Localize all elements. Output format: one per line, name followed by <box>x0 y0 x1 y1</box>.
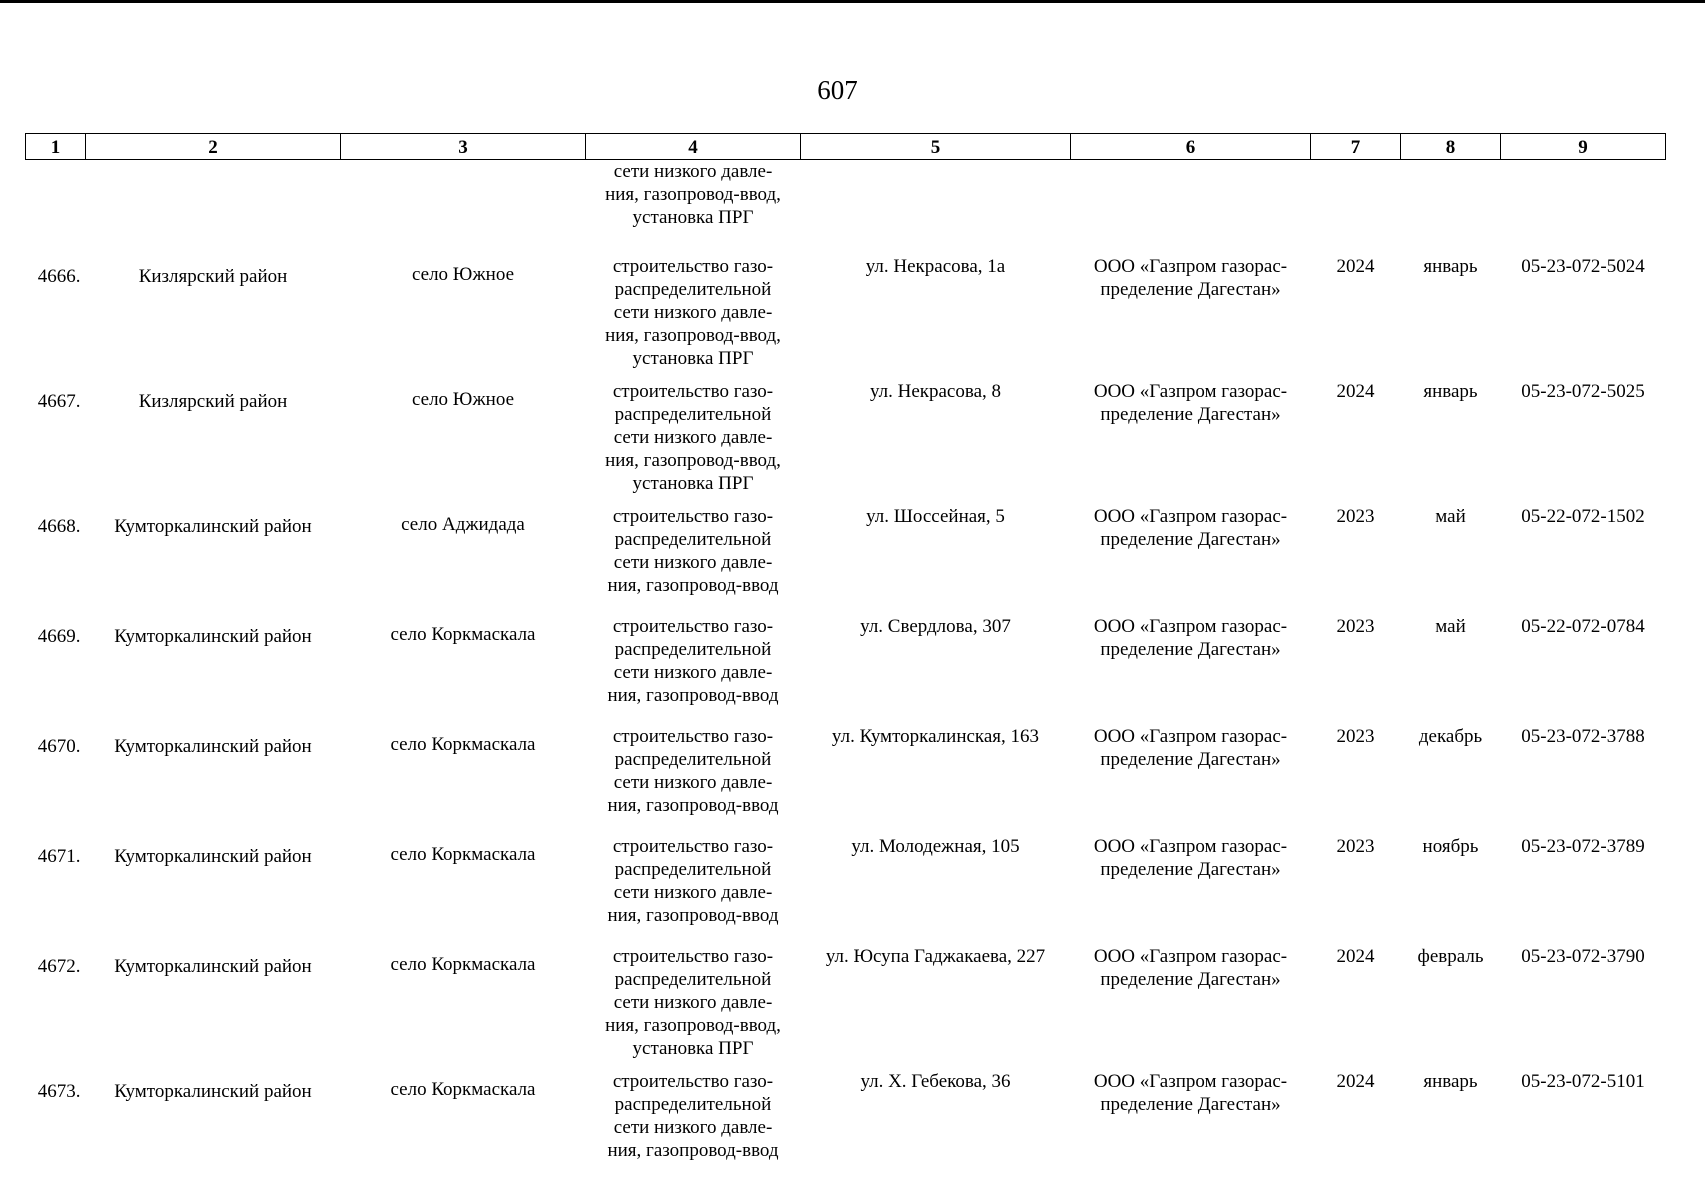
organization-cell: ООО «Газпром газорас- пределение Дагестан» <box>1093 256 1288 300</box>
district-cell: Кумторкалинский район <box>114 1081 312 1102</box>
settlement-cell: село Аджидада <box>401 514 525 535</box>
settlement-cell: село Коркмаскала <box>390 844 536 865</box>
address-cell: ул. Юсупа Гаджакаева, 227 <box>825 946 1046 967</box>
district-cell: Кизлярский район <box>138 266 288 287</box>
month-cell: январь <box>1423 1071 1478 1092</box>
code-cell: 05-22-072-1502 <box>1521 506 1645 527</box>
settlement-cell: село Южное <box>411 389 515 410</box>
table-row <box>26 725 1666 835</box>
row-number: 4672. <box>37 956 81 977</box>
work-cell: строительство газо- распределительной сети низкого давле- ния, газопровод-ввод, установка ПРГ <box>605 381 781 494</box>
table-row <box>26 1070 1666 1180</box>
settlement-cell: село Коркмаскала <box>390 1079 536 1100</box>
row-number: 4670. <box>37 736 81 757</box>
year-cell: 2024 <box>1336 381 1375 402</box>
month-cell: январь <box>1423 381 1478 402</box>
code-cell: 05-23-072-3788 <box>1521 726 1645 747</box>
code-cell: 05-23-072-5024 <box>1521 256 1645 277</box>
work-cell: строительство газо- распределительной сети низкого давле- ния, газопровод-ввод <box>607 616 779 706</box>
year-cell: 2023 <box>1336 616 1375 637</box>
row-number: 4671. <box>37 846 81 867</box>
address-cell: ул. Молодежная, 105 <box>851 836 1020 857</box>
table-row <box>26 505 1666 615</box>
top-border-rule <box>0 0 1705 3</box>
col-header-6: 6 <box>1071 134 1311 160</box>
row-number: 4673. <box>37 1081 81 1102</box>
organization-cell: ООО «Газпром газорас- пределение Дагестан» <box>1093 726 1288 770</box>
district-cell: Кумторкалинский район <box>114 736 312 757</box>
address-cell: ул. Шоссейная, 5 <box>866 506 1005 527</box>
month-cell: февраль <box>1417 946 1484 967</box>
month-cell: май <box>1435 506 1466 527</box>
code-cell: 05-23-072-3789 <box>1521 836 1645 857</box>
district-cell: Кумторкалинский район <box>114 516 312 537</box>
work-cell: строительство газо- распределительной сети низкого давле- ния, газопровод-ввод <box>607 506 779 596</box>
organization-cell: ООО «Газпром газорас- пределение Дагестан» <box>1093 1071 1288 1115</box>
col-header-1: 1 <box>26 134 86 160</box>
settlement-cell: село Коркмаскала <box>390 624 536 645</box>
address-cell: ул. Некрасова, 8 <box>869 381 1002 402</box>
work-cell: строительство газо- распределительной сети низкого давле- ния, газопровод-ввод, установка ПРГ <box>605 946 781 1059</box>
year-cell: 2024 <box>1336 946 1375 967</box>
year-cell: 2023 <box>1336 506 1375 527</box>
code-cell: 05-23-072-5101 <box>1521 1071 1645 1092</box>
year-cell: 2024 <box>1336 1071 1375 1092</box>
settlement-cell: село Коркмаскала <box>390 734 536 755</box>
work-cell: строительство газо- распределительной сети низкого давле- ния, газопровод-ввод <box>607 836 779 926</box>
col-header-5: 5 <box>801 134 1071 160</box>
month-cell: январь <box>1423 256 1478 277</box>
table-row <box>26 380 1666 505</box>
organization-cell: ООО «Газпром газорас- пределение Дагестан» <box>1093 616 1288 660</box>
work-cell: строительство газо- распределительной сети низкого давле- ния, газопровод-ввод, установка ПРГ <box>605 256 781 369</box>
row-number: 4668. <box>37 516 81 537</box>
year-cell: 2024 <box>1336 256 1375 277</box>
table-row <box>26 945 1666 1070</box>
work-cell: строительство газо- распределительной сети низкого давле- ния, газопровод-ввод <box>607 726 779 816</box>
code-cell: 05-23-072-5025 <box>1521 381 1645 402</box>
row-number: 4667. <box>37 391 81 412</box>
address-cell: ул. Х. Гебекова, 36 <box>860 1071 1011 1092</box>
col-header-9: 9 <box>1501 134 1666 160</box>
continuation-row <box>26 160 1666 256</box>
month-cell: май <box>1435 616 1466 637</box>
table-row <box>26 835 1666 945</box>
district-cell: Кизлярский район <box>138 391 288 412</box>
work-cell: строительство газо- распределительной сети низкого давле- ния, газопровод-ввод <box>607 1071 779 1161</box>
organization-cell: ООО «Газпром газорас- пределение Дагестан» <box>1093 506 1288 550</box>
month-cell: декабрь <box>1418 726 1483 747</box>
continuation-work: сети низкого давле- ния, газопровод-ввод, установка ПРГ <box>605 161 781 228</box>
table-row <box>26 255 1666 380</box>
district-cell: Кумторкалинский район <box>114 626 312 647</box>
year-cell: 2023 <box>1336 726 1375 747</box>
address-cell: ул. Некрасова, 1а <box>865 256 1006 277</box>
col-header-7: 7 <box>1311 134 1401 160</box>
address-cell: ул. Кумторкалинская, 163 <box>831 726 1040 747</box>
table-row <box>26 615 1666 725</box>
code-cell: 05-23-072-3790 <box>1521 946 1645 967</box>
header-row <box>26 134 1666 160</box>
code-cell: 05-22-072-0784 <box>1521 616 1645 637</box>
settlement-cell: село Южное <box>411 264 515 285</box>
page-number: 607 <box>817 75 858 105</box>
organization-cell: ООО «Газпром газорас- пределение Дагестан» <box>1093 381 1288 425</box>
col-header-2: 2 <box>86 134 341 160</box>
district-cell: Кумторкалинский район <box>114 956 312 977</box>
col-header-4: 4 <box>586 134 801 160</box>
month-cell: ноябрь <box>1422 836 1479 857</box>
district-cell: Кумторкалинский район <box>114 846 312 867</box>
organization-cell: ООО «Газпром газорас- пределение Дагестан» <box>1093 946 1288 990</box>
row-number: 4666. <box>37 266 81 287</box>
year-cell: 2023 <box>1336 836 1375 857</box>
organization-cell: ООО «Газпром газорас- пределение Дагестан» <box>1093 836 1288 880</box>
settlement-cell: село Коркмаскала <box>390 954 536 975</box>
gasification-table <box>25 133 1666 1180</box>
col-header-8: 8 <box>1401 134 1501 160</box>
address-cell: ул. Свердлова, 307 <box>860 616 1011 637</box>
row-number: 4669. <box>37 626 81 647</box>
col-header-3: 3 <box>341 134 586 160</box>
